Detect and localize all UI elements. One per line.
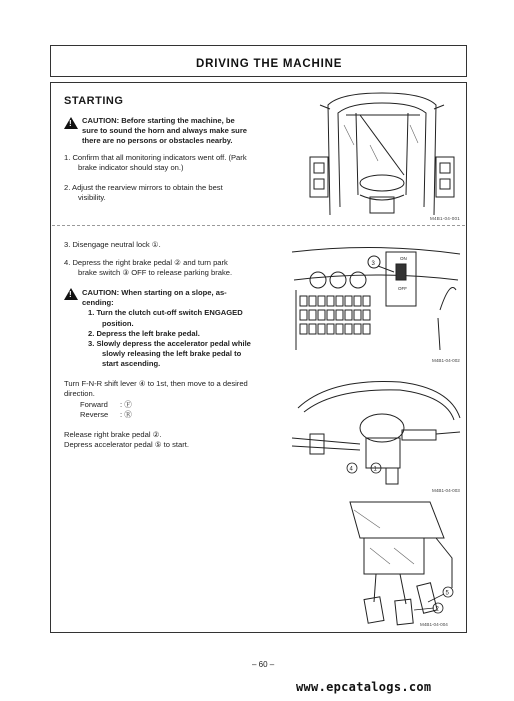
- section-heading: STARTING: [64, 95, 124, 107]
- callout-2: 2: [435, 606, 439, 613]
- reverse-row: Reverse : Ⓡ: [80, 410, 132, 419]
- callout-5: 5: [445, 590, 449, 597]
- callout-1: 1: [373, 466, 377, 473]
- page-number: – 60 –: [252, 660, 275, 669]
- step-2: 2. Adjust the rearview mirrors to obtain the best visibility.: [64, 183, 223, 203]
- forward-row: Forward : Ⓕ: [80, 400, 132, 409]
- caution-1: CAUTION: Before starting the machine, be sure to sound the horn and always make sure there are no persons or obstacles nearby.: [82, 116, 247, 146]
- warning-exclamation-icon: !: [69, 119, 72, 128]
- switch-off-label: OFF: [398, 286, 407, 291]
- caution-2: CAUTION: When starting on a slope, as- cending: 1. Turn the clutch cut-off switch ENGAGED position. 2. Depress the left brake pedal. 3. Slowly depress the accelerator pedal while slowly releasing the left brake pedal to start ascending.: [82, 288, 251, 369]
- fig2-caption: M4B1-04-002: [432, 358, 460, 363]
- callout-4: 4: [349, 466, 353, 473]
- switch-on-label: ON: [400, 256, 407, 261]
- section-divider: [52, 225, 465, 226]
- fig1-caption: M4B1-04-001: [430, 216, 461, 221]
- callout-3: 3: [371, 261, 375, 267]
- figure-pedals: [340, 498, 464, 630]
- figure-steering-column: [290, 368, 462, 496]
- figure-dashboard: [290, 240, 462, 366]
- fig4-caption: M4B1-04-004: [420, 622, 448, 627]
- step-4: 4. Depress the right brake pedal ② and turn park brake switch ③ OFF to release parking brake.: [64, 258, 233, 278]
- page-title: DRIVING THE MACHINE: [196, 58, 343, 70]
- watermark-url[interactable]: www.epcatalogs.com: [296, 680, 432, 694]
- warning-exclamation-icon: !: [69, 290, 72, 299]
- fnr-instruction: Turn F-N-R shift lever ④ to 1st, then move to a desired direction.: [64, 379, 248, 399]
- step-3: 3. Disengage neutral lock ①.: [64, 240, 161, 249]
- release-instruction: Release right brake pedal ②. Depress accelerator pedal ⑤ to start.: [64, 430, 189, 450]
- fig3-caption: M4B1-04-003: [432, 488, 460, 493]
- figure-cab-interior: [300, 85, 464, 223]
- step-1: 1. Confirm that all monitoring indicators went off. (Park brake indicator should stay on.): [64, 153, 247, 173]
